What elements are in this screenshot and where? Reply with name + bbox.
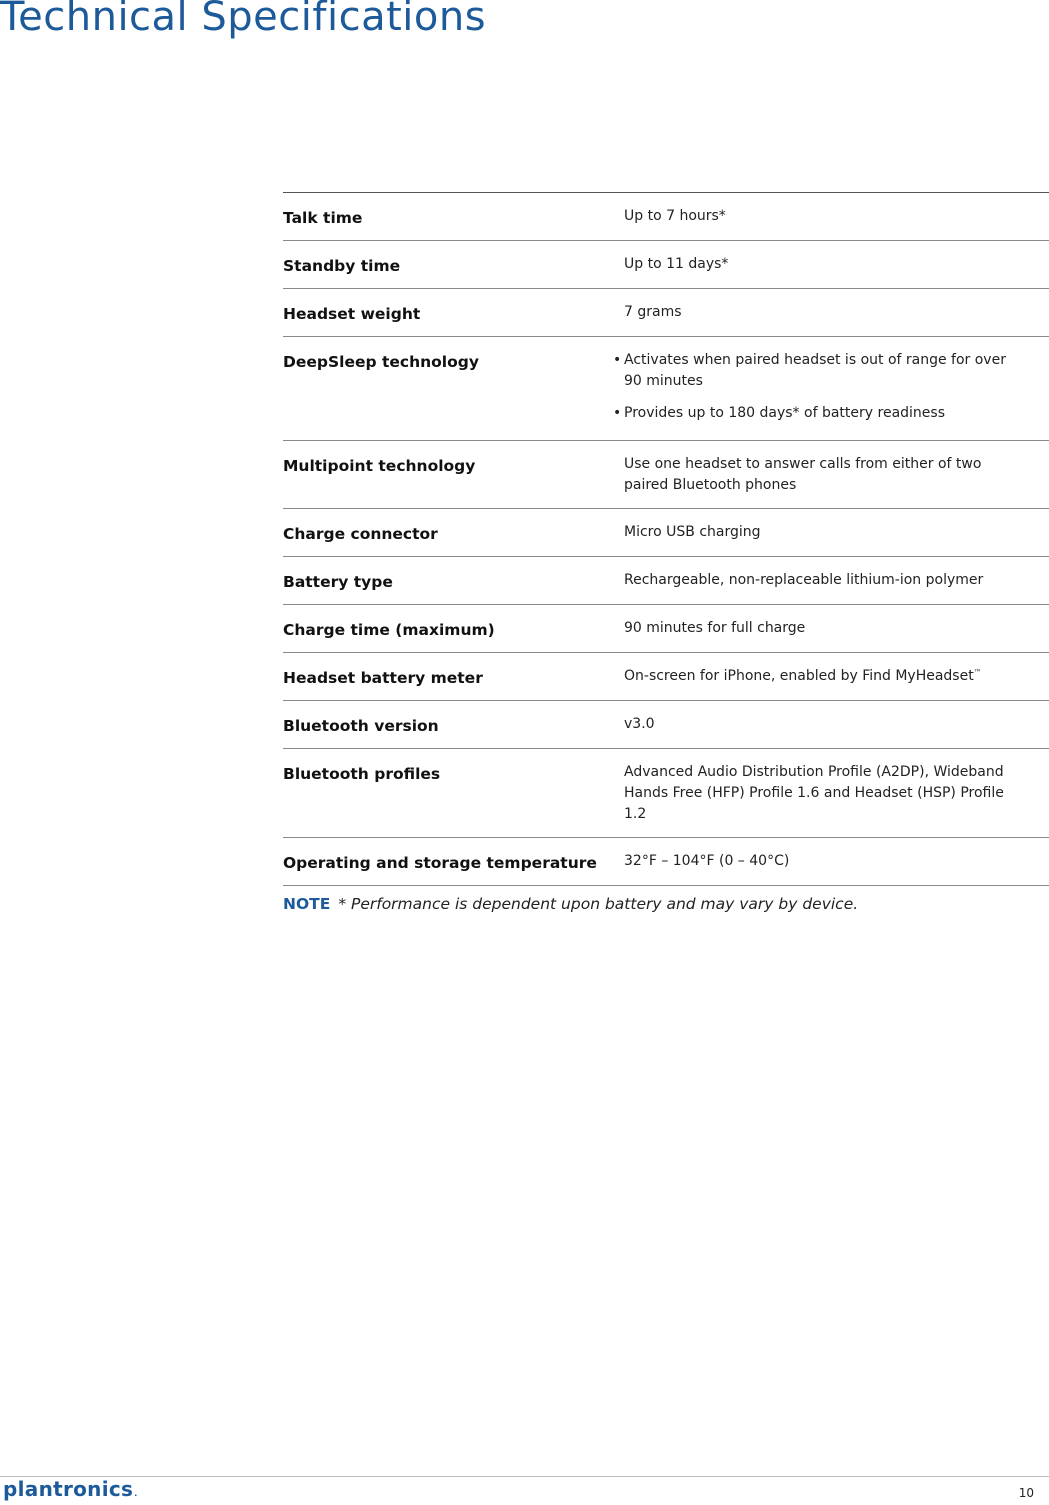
spec-row-charge-connector: [283, 509, 1049, 557]
spec-label: Headset battery meter: [283, 669, 483, 687]
spec-row-talk-time: [283, 193, 1049, 241]
page-title: Technical Specifications: [0, 0, 487, 40]
page-number: 10: [1018, 1486, 1034, 1500]
bullet-text: Provides up to 180 days* of battery readiness: [624, 405, 945, 421]
list-item: [613, 403, 1019, 424]
spec-label: Headset weight: [283, 305, 421, 323]
spec-value: Rechargeable, non-replaceable lithium-ion polymer: [624, 572, 984, 588]
spec-row-charge-time: [283, 605, 1049, 653]
spec-label: DeepSleep technology: [283, 353, 479, 371]
spec-row-bluetooth-profiles: [283, 749, 1049, 838]
spec-row-deepsleep-technology: [283, 337, 1049, 441]
bullet-text: Activates when paired headset is out of range for over 90 minutes: [624, 352, 1006, 389]
spec-row-battery-type: [283, 557, 1049, 605]
spec-label: Bluetooth profiles: [283, 765, 441, 783]
spec-value: [624, 666, 1049, 688]
logo-text: plantronics: [3, 1477, 134, 1501]
spec-value: v3.0: [624, 716, 655, 732]
spec-value: 90 minutes for full charge: [624, 620, 806, 636]
spec-row-headset-weight: [283, 289, 1049, 337]
spec-value: Up to 11 days*: [624, 256, 729, 272]
spec-row-bluetooth-version: [283, 701, 1049, 749]
spec-row-operating-temperature: [283, 838, 1049, 886]
logo-mark: .: [134, 1489, 138, 1498]
spec-row-standby-time: [283, 241, 1049, 289]
spec-value: Up to 7 hours*: [624, 208, 726, 224]
trademark-mark: ™: [973, 668, 982, 677]
spec-value: 32°F – 104°F (0 – 40°C): [624, 853, 790, 869]
spec-row-headset-battery-meter: [283, 653, 1049, 701]
spec-label: Charge connector: [283, 525, 438, 543]
bullet-icon: •: [613, 405, 622, 421]
spec-value: Micro USB charging: [624, 524, 761, 540]
list-item: [613, 350, 1019, 392]
spec-value: Advanced Audio Distribution Profile (A2DP), Wideband Hands Free (HFP) Profile 1.6 and Headset (HSP) Profile 1.2: [624, 764, 1004, 822]
spec-value: Use one headset to answer calls from either of two paired Bluetooth phones: [624, 456, 982, 493]
bullet-icon: •: [613, 352, 622, 368]
page-footer: [0, 1476, 1049, 1505]
spec-label: Operating and storage temperature: [283, 854, 597, 872]
plantronics-logo: [3, 1477, 138, 1501]
spec-label: Charge time (maximum): [283, 621, 495, 639]
bullet-list: [613, 350, 1019, 424]
spec-label: Standby time: [283, 257, 401, 275]
spec-value: [613, 350, 1049, 424]
spec-label: Bluetooth version: [283, 717, 439, 735]
spec-label: Battery type: [283, 573, 393, 591]
spec-table: [283, 192, 1049, 886]
spec-value-text: On-screen for iPhone, enabled by Find MyHeadset: [624, 668, 974, 684]
spec-label: Multipoint technology: [283, 457, 476, 475]
note-text: * Performance is dependent upon battery and may vary by device.: [338, 895, 859, 913]
performance-note: [283, 895, 858, 913]
spec-label: Talk time: [283, 209, 363, 227]
spec-row-multipoint-technology: [283, 441, 1049, 509]
spec-value: 7 grams: [624, 304, 682, 320]
note-label: NOTE: [283, 895, 331, 913]
